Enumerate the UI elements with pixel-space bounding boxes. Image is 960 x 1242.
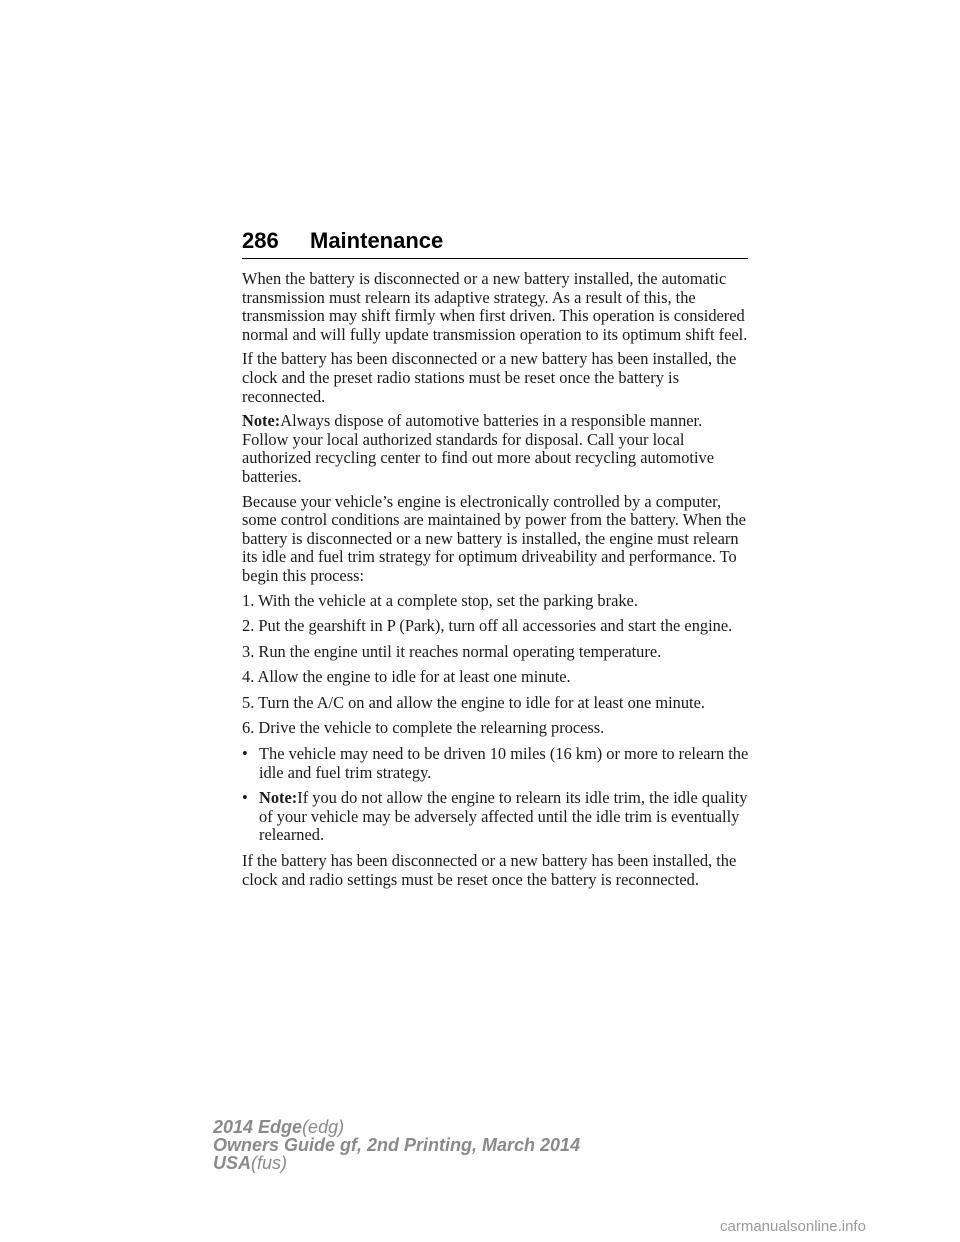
bullet-note-label: Note: — [259, 788, 298, 808]
note-label: Note: — [242, 411, 281, 431]
step-item: 6. Drive the vehicle to complete the relearning process. — [242, 718, 605, 738]
footer-model-code: (edg) — [302, 1117, 345, 1137]
paragraph-final: If the battery has been disconnected or a new battery has been installed, the clock and radio settings must be reset once the battery is reconnected. — [242, 851, 737, 889]
footer-line-model — [213, 1118, 580, 1136]
bullet-item — [242, 745, 752, 782]
footer-printing: Owners Guide gf, 2nd Printing, March 2014 — [213, 1135, 581, 1155]
step-item: 2. Put the gearshift in P (Park), turn off all accessories and start the engine. — [242, 616, 733, 636]
page-header — [242, 228, 748, 258]
step-item: 5. Turn the A/C on and allow the engine to idle for at least one minute. — [242, 692, 705, 712]
footer-model: 2014 Edge — [213, 1117, 303, 1137]
bullet-text: The vehicle may need to be driven 10 miles (16 km) or more to relearn the idle and fuel trim strategy. — [259, 744, 749, 782]
footer-market: USA — [213, 1153, 252, 1173]
step-item: 3. Run the engine until it reaches normal operating temperature. — [242, 641, 662, 661]
paragraph-transmission: When the battery is disconnected or a new battery installed, the automatic transmission must relearn its adaptive strategy. As a result of this, the transmission may shift firmly when first driven. This operation is considered normal and will fully update transmission operation to its optimum shift feel. — [242, 269, 748, 344]
paragraph-clock-reset: If the battery has been disconnected or a new battery has been installed, the clock and the preset radio stations must be reset once the battery is reconnected. — [242, 349, 737, 406]
paragraph-engine-relearn: Because your vehicle’s engine is electronically controlled by a computer, some control conditions are maintained by power from the battery. When the battery is disconnected or a new battery is installed, the engine must relearn its idle and fuel trim strategy for optimum driveability and performance. To begin this process: — [242, 491, 746, 585]
note-disposal — [242, 412, 752, 486]
section-title: Maintenance — [310, 228, 444, 253]
bullet-item — [242, 789, 752, 845]
page-body — [242, 270, 752, 895]
footer-line-market — [213, 1154, 580, 1172]
footer-market-code: (fus) — [251, 1153, 288, 1173]
page-footer — [213, 1118, 580, 1172]
header-rule — [242, 258, 748, 259]
bullet-marker: • — [242, 744, 248, 764]
bullet-text: If you do not allow the engine to relearn its idle trim, the idle quality of your vehicle may be adversely affected until the idle trim is eventually relearned. — [259, 788, 748, 845]
bullet-marker: • — [242, 788, 248, 808]
note-text: Always dispose of automotive batteries in a responsible manner. Follow your local authorized standards for disposal. Call your local authorized recycling center to find out more about recycling automotive batteries. — [242, 411, 714, 486]
page-number: 286 — [242, 228, 279, 253]
step-item: 1. With the vehicle at a complete stop, set the parking brake. — [242, 590, 638, 610]
step-item: 4. Allow the engine to idle for at least one minute. — [242, 667, 571, 687]
watermark: carmanualsonline.info — [720, 1218, 866, 1235]
